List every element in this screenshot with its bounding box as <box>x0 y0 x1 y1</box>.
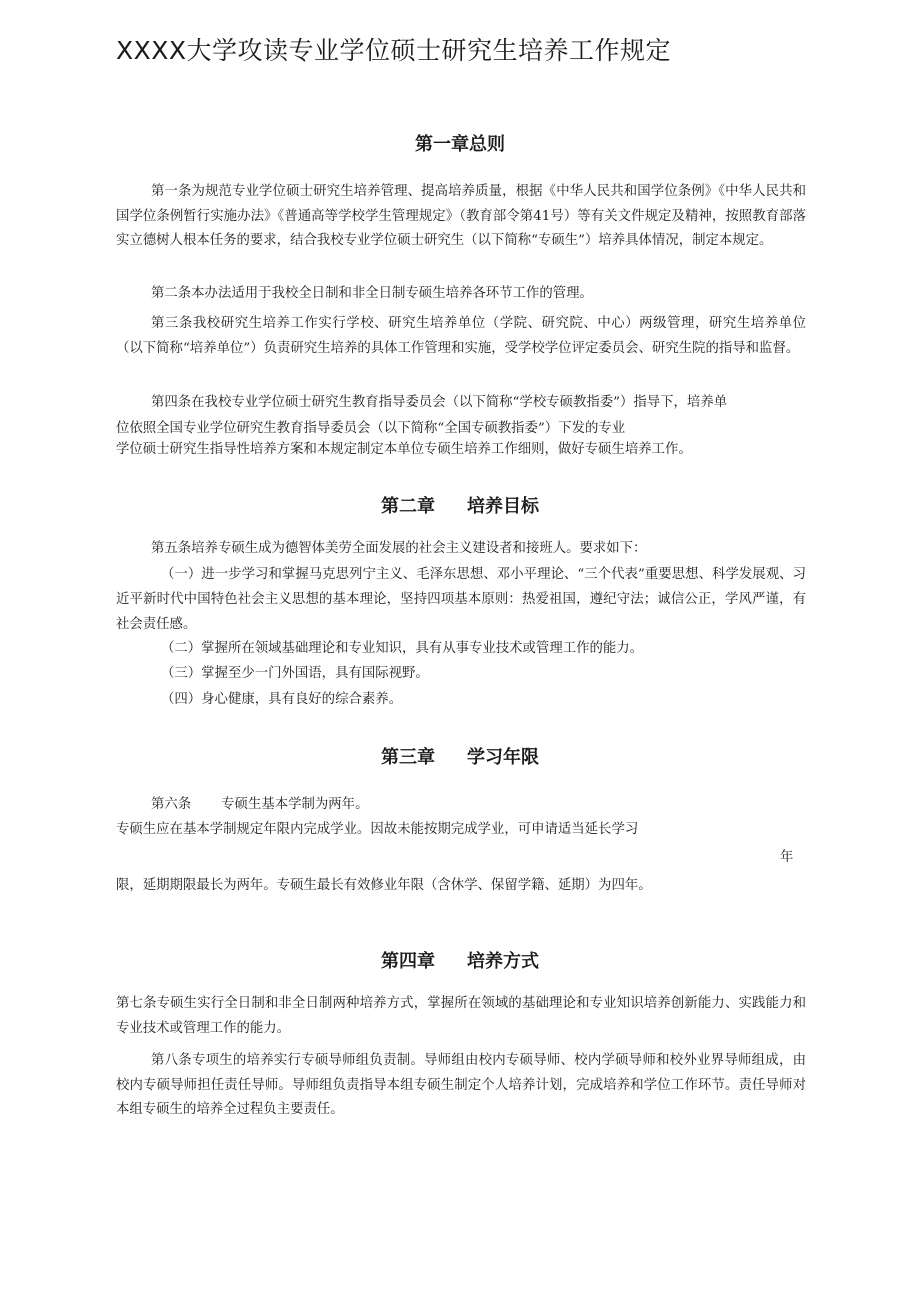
document-title: XXXX大学攻读专业学位硕士研究生培养工作规定 <box>116 36 672 65</box>
chapter-2-heading <box>0 495 920 519</box>
article-5-item-3: （三）掌握至少一门外国语，具有国际视野。 <box>161 666 429 681</box>
chapter-3-heading <box>0 746 920 770</box>
chapter-2-title: 培养目标 <box>467 496 539 517</box>
article-5: 第五条培养专硕生成为德智体美劳全面发展的社会主义建设者和接班人。要求如下： <box>151 541 647 556</box>
article-4-line-3: 学位硕士研究生指导性培养方案和本规定制定本单位专硕生培养工作细则，做好专硕生培养工作。 <box>116 442 692 457</box>
chapter-3-number: 第三章 <box>381 747 435 768</box>
chapter-3-title: 学习年限 <box>467 747 539 768</box>
article-4-line-2: 位依照全国专业学位研究生教育指导委员会（以下简称“全国专硕教指委”）下发的专业 <box>116 421 626 436</box>
article-5-item-1: （一）进一步学习和掌握马克思列宁主义、毛泽东思想、邓小平理论、“三个代表”重要思想、科学发展观、习近平新时代中国特色社会主义思想的基本理论，坚持四项基本原则：热爱祖国，遵纪守法；诚信公正，学风严谨，有社会责任感。 <box>116 567 806 632</box>
article-8: 第八条专项生的培养实行专硕导师组负责制。导师组由校内专硕导师、校内学硕导师和校外业界导师组成，由校内专硕导师担任责任导师。导师组负责指导本组专硕生制定个人培养计划，完成培养和学位工作环节。责任导师对本组专硕生的培养全过程负主要责任。 <box>116 1053 806 1117</box>
article-2: 第二条本办法适用于我校全日制和非全日制专硕生培养各环节工作的管理。 <box>151 286 593 301</box>
chapter-4-number: 第四章 <box>381 951 435 972</box>
article-5-item-2: （二）掌握所在领域基础理论和专业知识，具有从事专业技术或管理工作的能力。 <box>161 641 644 656</box>
article-6-line-1 <box>151 793 368 817</box>
article-6-line-3: 限，延期期限最长为两年。专硕生最长有效修业年限（含休学、保留学籍、延期）为四年。 <box>116 878 652 893</box>
article-6-year: 年 <box>780 850 794 865</box>
article-7: 第七条专硕生实行全日制和非全日制两种培养方式，掌握所在领域的基础理论和专业知识培养创新能力、实践能力和专业技术或管理工作的能力。 <box>116 996 806 1036</box>
article-3: 第三条我校研究生培养工作实行学校、研究生培养单位（学院、研究院、中心）两级管理，研究生培养单位（以下简称“培养单位”）负责研究生培养的具体工作管理和实施，受学校学位评定委员会、研究生院的指导和监督。 <box>116 316 806 356</box>
article-5-item-4: （四）身心健康，具有良好的综合素养。 <box>161 692 403 707</box>
article-1: 第一条为规范专业学位硕士研究生培养管理、提高培养质量，根据《中华人民共和国学位条例》《中华人民共和国学位条例暂行实施办法》《普通高等学校学生管理规定》（教育部令第41号）等有关文件规定及精神，按照教育部落实立德树人根本任务的要求，结合我校专业学位硕士研究生（以下简称“专硕生”）培养具体情况，制定本规定。 <box>116 184 806 248</box>
article-6-label: 第六条 <box>151 797 192 812</box>
chapter-1-heading: 第一章总则 <box>415 134 505 155</box>
article-6-text: 专硕生基本学制为两年。 <box>221 797 369 812</box>
article-4-line-1: 第四条在我校专业学位硕士研究生教育指导委员会（以下简称“学校专硕教指委”）指导下，培养单 <box>151 395 728 410</box>
article-6-line-2: 专硕生应在基本学制规定年限内完成学业。因故未能按期完成学业，可申请适当延长学习 <box>116 822 639 837</box>
chapter-4-title: 培养方式 <box>467 951 539 972</box>
chapter-4-heading <box>0 950 920 974</box>
chapter-2-number: 第二章 <box>381 496 435 517</box>
